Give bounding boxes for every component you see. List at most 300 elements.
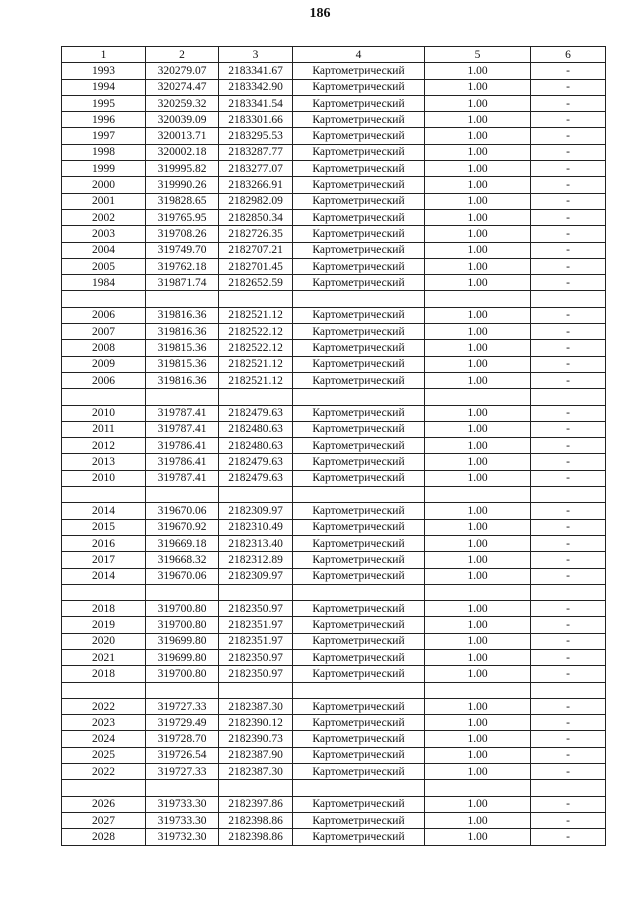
table-row [62, 209, 606, 225]
x-coordinate-cell: 319733.30 [146, 812, 219, 828]
precision-cell: 1.00 [425, 128, 531, 144]
precision-cell: 1.00 [425, 161, 531, 177]
method-cell: Картометрический [293, 519, 425, 535]
note-cell: - [531, 552, 606, 568]
table-row [62, 112, 606, 128]
column-header: 5 [425, 47, 531, 63]
precision-cell: 1.00 [425, 421, 531, 437]
x-coordinate-cell: 319995.82 [146, 161, 219, 177]
method-cell: Картометрический [293, 698, 425, 714]
point-number-cell: 2014 [62, 568, 146, 584]
method-cell: Картометрический [293, 405, 425, 421]
method-cell [293, 291, 425, 307]
note-cell: - [531, 275, 606, 291]
point-number-cell [62, 584, 146, 600]
y-coordinate-cell: 2182313.40 [219, 535, 293, 551]
note-cell: - [531, 470, 606, 486]
point-number-cell: 1984 [62, 275, 146, 291]
note-cell: - [531, 128, 606, 144]
point-number-cell: 2019 [62, 617, 146, 633]
method-cell [293, 682, 425, 698]
column-header: 1 [62, 47, 146, 63]
x-coordinate-cell [146, 487, 219, 503]
note-cell: - [531, 535, 606, 551]
point-number-cell: 2006 [62, 372, 146, 388]
x-coordinate-cell: 319699.80 [146, 649, 219, 665]
x-coordinate-cell: 319670.06 [146, 503, 219, 519]
point-number-cell: 2028 [62, 829, 146, 845]
method-cell: Картометрический [293, 275, 425, 291]
x-coordinate-cell: 320039.09 [146, 112, 219, 128]
table-row [62, 79, 606, 95]
precision-cell: 1.00 [425, 405, 531, 421]
y-coordinate-cell: 2182398.86 [219, 812, 293, 828]
table-row [62, 356, 606, 372]
y-coordinate-cell: 2182312.89 [219, 552, 293, 568]
y-coordinate-cell: 2182522.12 [219, 340, 293, 356]
point-number-cell [62, 780, 146, 796]
x-coordinate-cell [146, 291, 219, 307]
x-coordinate-cell: 319729.49 [146, 715, 219, 731]
note-cell: - [531, 63, 606, 79]
note-cell: - [531, 226, 606, 242]
x-coordinate-cell: 319733.30 [146, 796, 219, 812]
y-coordinate-cell: 2182397.86 [219, 796, 293, 812]
method-cell: Картометрический [293, 796, 425, 812]
precision-cell: 1.00 [425, 340, 531, 356]
note-cell: - [531, 95, 606, 111]
table-row [62, 519, 606, 535]
note-cell: - [531, 633, 606, 649]
y-coordinate-cell: 2182479.63 [219, 454, 293, 470]
note-cell: - [531, 209, 606, 225]
note-cell: - [531, 79, 606, 95]
precision-cell: 1.00 [425, 812, 531, 828]
point-number-cell: 1993 [62, 63, 146, 79]
x-coordinate-cell: 319828.65 [146, 193, 219, 209]
x-coordinate-cell: 319699.80 [146, 633, 219, 649]
x-coordinate-cell: 319732.30 [146, 829, 219, 845]
precision-cell: 1.00 [425, 275, 531, 291]
table-row [62, 372, 606, 388]
y-coordinate-cell [219, 682, 293, 698]
method-cell: Картометрический [293, 258, 425, 274]
precision-cell: 1.00 [425, 438, 531, 454]
method-cell: Картометрический [293, 226, 425, 242]
point-number-cell [62, 487, 146, 503]
precision-cell: 1.00 [425, 79, 531, 95]
precision-cell: 1.00 [425, 633, 531, 649]
point-number-cell: 2014 [62, 503, 146, 519]
precision-cell: 1.00 [425, 568, 531, 584]
method-cell: Картометрический [293, 666, 425, 682]
method-cell: Картометрический [293, 764, 425, 780]
y-coordinate-cell [219, 487, 293, 503]
method-cell: Картометрический [293, 95, 425, 111]
note-cell [531, 682, 606, 698]
point-number-cell: 2005 [62, 258, 146, 274]
x-coordinate-cell: 320013.71 [146, 128, 219, 144]
y-coordinate-cell: 2182351.97 [219, 617, 293, 633]
precision-cell: 1.00 [425, 715, 531, 731]
note-cell: - [531, 715, 606, 731]
precision-cell: 1.00 [425, 209, 531, 225]
note-cell: - [531, 307, 606, 323]
table-row [62, 780, 606, 796]
note-cell: - [531, 112, 606, 128]
y-coordinate-cell: 2182522.12 [219, 324, 293, 340]
method-cell [293, 584, 425, 600]
point-number-cell: 1994 [62, 79, 146, 95]
y-coordinate-cell: 2182310.49 [219, 519, 293, 535]
table-row [62, 535, 606, 551]
x-coordinate-cell: 319727.33 [146, 698, 219, 714]
method-cell [293, 389, 425, 405]
method-cell: Картометрический [293, 438, 425, 454]
table-row [62, 242, 606, 258]
column-header: 2 [146, 47, 219, 63]
method-cell: Картометрический [293, 568, 425, 584]
table-row [62, 324, 606, 340]
point-number-cell: 2006 [62, 307, 146, 323]
point-number-cell: 2027 [62, 812, 146, 828]
y-coordinate-cell: 2182521.12 [219, 356, 293, 372]
table-row [62, 649, 606, 665]
method-cell: Картометрический [293, 193, 425, 209]
note-cell: - [531, 617, 606, 633]
point-number-cell: 1997 [62, 128, 146, 144]
note-cell: - [531, 258, 606, 274]
method-cell: Картометрический [293, 209, 425, 225]
method-cell: Картометрический [293, 617, 425, 633]
y-coordinate-cell: 2182480.63 [219, 438, 293, 454]
x-coordinate-cell: 319668.32 [146, 552, 219, 568]
method-cell [293, 487, 425, 503]
table-row [62, 731, 606, 747]
method-cell: Картометрический [293, 356, 425, 372]
table-row [62, 601, 606, 617]
precision-cell: 1.00 [425, 193, 531, 209]
y-coordinate-cell: 2183287.77 [219, 144, 293, 160]
y-coordinate-cell [219, 780, 293, 796]
x-coordinate-cell [146, 682, 219, 698]
x-coordinate-cell: 319708.26 [146, 226, 219, 242]
method-cell: Картометрический [293, 324, 425, 340]
note-cell: - [531, 161, 606, 177]
point-number-cell: 2024 [62, 731, 146, 747]
precision-cell: 1.00 [425, 503, 531, 519]
table-row [62, 95, 606, 111]
note-cell [531, 780, 606, 796]
x-coordinate-cell: 319816.36 [146, 372, 219, 388]
x-coordinate-cell: 319670.92 [146, 519, 219, 535]
page-number: 186 [309, 6, 331, 21]
method-cell: Картометрический [293, 177, 425, 193]
y-coordinate-cell: 2182387.30 [219, 698, 293, 714]
y-coordinate-cell: 2183277.07 [219, 161, 293, 177]
x-coordinate-cell: 320002.18 [146, 144, 219, 160]
table-row [62, 63, 606, 79]
table-row [62, 633, 606, 649]
method-cell: Картометрический [293, 633, 425, 649]
precision-cell [425, 780, 531, 796]
precision-cell: 1.00 [425, 764, 531, 780]
point-number-cell: 1998 [62, 144, 146, 160]
x-coordinate-cell: 320259.32 [146, 95, 219, 111]
y-coordinate-cell: 2183295.53 [219, 128, 293, 144]
method-cell: Картометрический [293, 421, 425, 437]
method-cell: Картометрический [293, 649, 425, 665]
table-row [62, 584, 606, 600]
method-cell: Картометрический [293, 503, 425, 519]
note-cell: - [531, 356, 606, 372]
y-coordinate-cell: 2182480.63 [219, 421, 293, 437]
note-cell: - [531, 568, 606, 584]
point-number-cell: 2004 [62, 242, 146, 258]
note-cell: - [531, 421, 606, 437]
note-cell: - [531, 324, 606, 340]
point-number-cell: 1996 [62, 112, 146, 128]
point-number-cell: 1999 [62, 161, 146, 177]
y-coordinate-cell: 2183341.67 [219, 63, 293, 79]
method-cell: Картометрический [293, 242, 425, 258]
y-coordinate-cell: 2182479.63 [219, 470, 293, 486]
table-row [62, 698, 606, 714]
method-cell: Картометрический [293, 829, 425, 845]
note-cell: - [531, 829, 606, 845]
table-row [62, 144, 606, 160]
point-number-cell: 2026 [62, 796, 146, 812]
y-coordinate-cell: 2182351.97 [219, 633, 293, 649]
table-row [62, 421, 606, 437]
x-coordinate-cell: 319990.26 [146, 177, 219, 193]
y-coordinate-cell: 2182398.86 [219, 829, 293, 845]
point-number-cell: 2008 [62, 340, 146, 356]
method-cell: Картометрический [293, 112, 425, 128]
x-coordinate-cell: 319815.36 [146, 340, 219, 356]
method-cell: Картометрический [293, 470, 425, 486]
method-cell: Картометрический [293, 161, 425, 177]
note-cell: - [531, 796, 606, 812]
note-cell: - [531, 666, 606, 682]
table-header-row [62, 47, 606, 63]
table-row [62, 487, 606, 503]
note-cell [531, 487, 606, 503]
precision-cell: 1.00 [425, 470, 531, 486]
table-row [62, 503, 606, 519]
point-number-cell: 2023 [62, 715, 146, 731]
method-cell: Картометрический [293, 535, 425, 551]
method-cell: Картометрический [293, 747, 425, 763]
y-coordinate-cell: 2182726.35 [219, 226, 293, 242]
note-cell: - [531, 698, 606, 714]
x-coordinate-cell: 319815.36 [146, 356, 219, 372]
method-cell: Картометрический [293, 601, 425, 617]
precision-cell: 1.00 [425, 258, 531, 274]
point-number-cell: 2011 [62, 421, 146, 437]
note-cell: - [531, 649, 606, 665]
table-row [62, 128, 606, 144]
note-cell [531, 584, 606, 600]
method-cell: Картометрический [293, 79, 425, 95]
point-number-cell [62, 389, 146, 405]
note-cell: - [531, 340, 606, 356]
table-row [62, 715, 606, 731]
table-row [62, 307, 606, 323]
precision-cell [425, 389, 531, 405]
note-cell: - [531, 193, 606, 209]
y-coordinate-cell: 2183342.90 [219, 79, 293, 95]
note-cell: - [531, 372, 606, 388]
y-coordinate-cell: 2182701.45 [219, 258, 293, 274]
y-coordinate-cell [219, 584, 293, 600]
x-coordinate-cell: 319786.41 [146, 438, 219, 454]
table-row [62, 829, 606, 845]
table-row [62, 568, 606, 584]
point-number-cell: 2020 [62, 633, 146, 649]
column-header: 4 [293, 47, 425, 63]
table-row [62, 454, 606, 470]
y-coordinate-cell: 2183266.91 [219, 177, 293, 193]
y-coordinate-cell: 2182479.63 [219, 405, 293, 421]
precision-cell: 1.00 [425, 95, 531, 111]
table-row [62, 161, 606, 177]
table-row [62, 340, 606, 356]
x-coordinate-cell: 319816.36 [146, 324, 219, 340]
table-row [62, 405, 606, 421]
precision-cell: 1.00 [425, 324, 531, 340]
precision-cell: 1.00 [425, 144, 531, 160]
precision-cell: 1.00 [425, 535, 531, 551]
x-coordinate-cell: 319700.80 [146, 666, 219, 682]
note-cell: - [531, 519, 606, 535]
method-cell: Картометрический [293, 340, 425, 356]
point-number-cell: 2012 [62, 438, 146, 454]
precision-cell: 1.00 [425, 796, 531, 812]
table-row [62, 682, 606, 698]
table-row [62, 193, 606, 209]
coordinates-table [61, 46, 606, 846]
precision-cell: 1.00 [425, 372, 531, 388]
x-coordinate-cell: 319787.41 [146, 470, 219, 486]
table-row [62, 617, 606, 633]
table-row [62, 226, 606, 242]
table-row [62, 812, 606, 828]
table-row [62, 258, 606, 274]
x-coordinate-cell: 320279.07 [146, 63, 219, 79]
y-coordinate-cell: 2182390.73 [219, 731, 293, 747]
x-coordinate-cell: 319816.36 [146, 307, 219, 323]
note-cell: - [531, 242, 606, 258]
x-coordinate-cell: 319669.18 [146, 535, 219, 551]
point-number-cell: 2022 [62, 764, 146, 780]
y-coordinate-cell: 2182387.30 [219, 764, 293, 780]
note-cell: - [531, 601, 606, 617]
y-coordinate-cell: 2182350.97 [219, 666, 293, 682]
point-number-cell: 2002 [62, 209, 146, 225]
precision-cell: 1.00 [425, 177, 531, 193]
x-coordinate-cell: 320274.47 [146, 79, 219, 95]
point-number-cell [62, 291, 146, 307]
point-number-cell: 2022 [62, 698, 146, 714]
note-cell: - [531, 438, 606, 454]
y-coordinate-cell: 2183301.66 [219, 112, 293, 128]
x-coordinate-cell: 319700.80 [146, 601, 219, 617]
point-number-cell: 2017 [62, 552, 146, 568]
method-cell: Картометрический [293, 307, 425, 323]
point-number-cell: 2025 [62, 747, 146, 763]
x-coordinate-cell: 319787.41 [146, 405, 219, 421]
table-row [62, 747, 606, 763]
y-coordinate-cell: 2182350.97 [219, 649, 293, 665]
precision-cell: 1.00 [425, 112, 531, 128]
y-coordinate-cell: 2182387.90 [219, 747, 293, 763]
point-number-cell: 2013 [62, 454, 146, 470]
method-cell: Картометрический [293, 812, 425, 828]
precision-cell [425, 487, 531, 503]
method-cell: Картометрический [293, 128, 425, 144]
point-number-cell: 2007 [62, 324, 146, 340]
y-coordinate-cell: 2182850.34 [219, 209, 293, 225]
x-coordinate-cell: 319670.06 [146, 568, 219, 584]
y-coordinate-cell [219, 291, 293, 307]
note-cell: - [531, 731, 606, 747]
note-cell [531, 291, 606, 307]
table-row [62, 666, 606, 682]
precision-cell: 1.00 [425, 226, 531, 242]
x-coordinate-cell: 319765.95 [146, 209, 219, 225]
x-coordinate-cell: 319786.41 [146, 454, 219, 470]
point-number-cell: 1995 [62, 95, 146, 111]
point-number-cell: 2015 [62, 519, 146, 535]
point-number-cell: 2010 [62, 405, 146, 421]
precision-cell: 1.00 [425, 552, 531, 568]
y-coordinate-cell: 2182309.97 [219, 503, 293, 519]
precision-cell: 1.00 [425, 829, 531, 845]
y-coordinate-cell: 2182309.97 [219, 568, 293, 584]
precision-cell: 1.00 [425, 731, 531, 747]
precision-cell: 1.00 [425, 617, 531, 633]
point-number-cell: 2000 [62, 177, 146, 193]
x-coordinate-cell: 319871.74 [146, 275, 219, 291]
note-cell: - [531, 177, 606, 193]
point-number-cell: 2018 [62, 601, 146, 617]
note-cell: - [531, 454, 606, 470]
x-coordinate-cell: 319787.41 [146, 421, 219, 437]
x-coordinate-cell [146, 584, 219, 600]
point-number-cell: 2010 [62, 470, 146, 486]
point-number-cell [62, 682, 146, 698]
x-coordinate-cell: 319727.33 [146, 764, 219, 780]
x-coordinate-cell [146, 389, 219, 405]
y-coordinate-cell: 2182707.21 [219, 242, 293, 258]
method-cell: Картометрический [293, 552, 425, 568]
point-number-cell: 2009 [62, 356, 146, 372]
table-row [62, 275, 606, 291]
x-coordinate-cell [146, 780, 219, 796]
precision-cell: 1.00 [425, 747, 531, 763]
table-row [62, 470, 606, 486]
precision-cell: 1.00 [425, 649, 531, 665]
precision-cell: 1.00 [425, 519, 531, 535]
table-row [62, 291, 606, 307]
point-number-cell: 2021 [62, 649, 146, 665]
precision-cell: 1.00 [425, 63, 531, 79]
x-coordinate-cell: 319749.70 [146, 242, 219, 258]
method-cell [293, 780, 425, 796]
precision-cell: 1.00 [425, 454, 531, 470]
precision-cell: 1.00 [425, 666, 531, 682]
